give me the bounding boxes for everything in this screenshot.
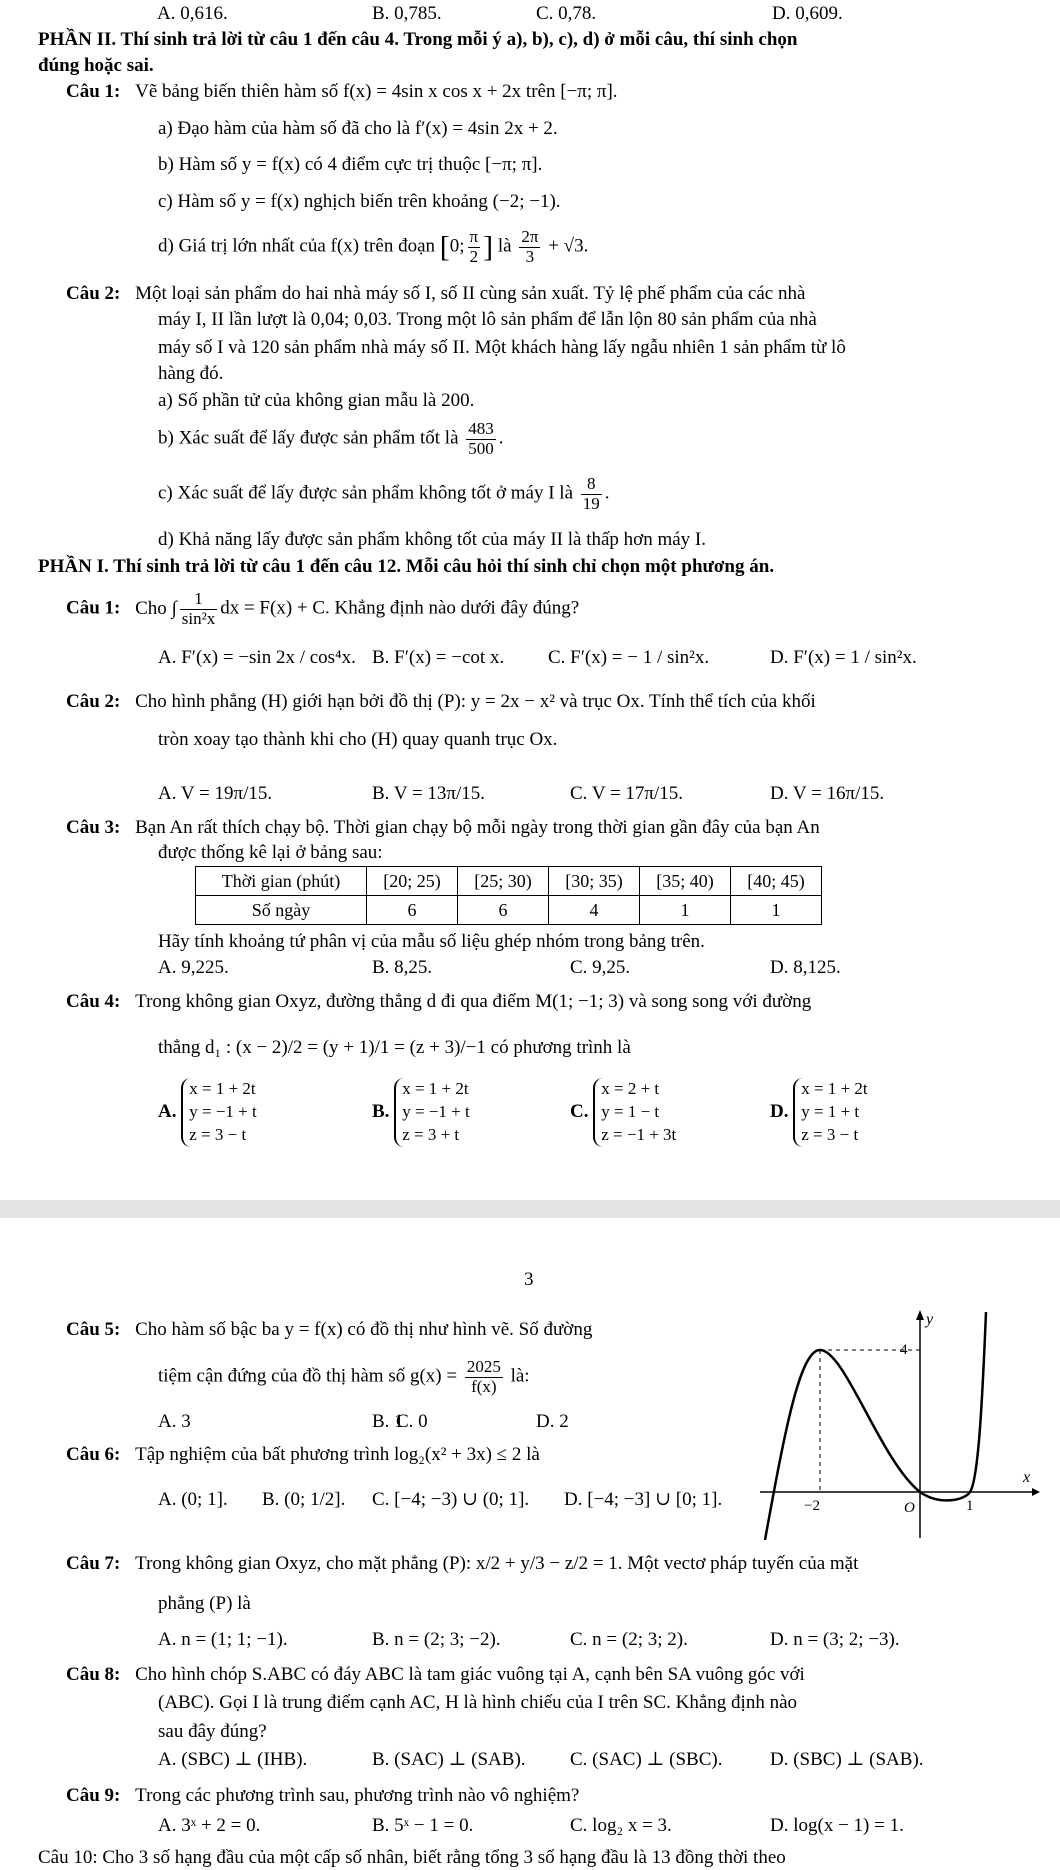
p1-q2-line2: tròn xoay tạo thành khi cho (H) quay quanh trục Ox. — [158, 729, 558, 750]
p1-q3-label: Câu 3: — [66, 817, 121, 838]
p1-q4-option-d: D. x = 1 + 2t y = 1 + t z = 3 − t — [770, 1078, 868, 1147]
p2-q1-d-mid: là — [497, 235, 512, 257]
p1-q3-line2: được thống kê lại ở bảng sau: — [158, 842, 383, 863]
p2-q2-line4: hàng đó. — [158, 363, 224, 384]
p2-q2-d: d) Khả năng lấy được sản phẩm không tốt của máy II là thấp hơn máy I. — [158, 529, 706, 550]
p2-q2-line2: máy I, II lần lượt là 0,04; 0,03. Trong một lô sản phẩm để lẫn lộn 80 sản phẩm của nhà — [158, 309, 817, 330]
part1-header: PHẦN I. Thí sinh trả lời từ câu 1 đến câu 12. Mỗi câu hỏi thí sinh chỉ chọn một phương án. — [38, 556, 775, 577]
p1-q6-option-a: A. (0; 1]. — [158, 1489, 228, 1510]
system-c: x = 2 + t y = 1 − t z = −1 + 3t — [593, 1078, 676, 1147]
p1-q3-row — [66, 816, 820, 840]
page-separator — [0, 1200, 1060, 1218]
tick-label-4: 4 — [900, 1342, 908, 1358]
x-axis-arrow — [1032, 1488, 1040, 1496]
frequency-table — [195, 866, 822, 925]
p1-q7-option-b: B. n = (2; 3; −2). — [372, 1629, 501, 1650]
fraction-483-500: $\frac{483}{500}$ — [468, 419, 494, 458]
p1-q4-row — [66, 990, 811, 1014]
y-axis-arrow — [916, 1310, 924, 1320]
p1-q1-option-a: A. F′(x) = −sin 2x / cos⁴x. — [158, 647, 356, 668]
p2-q2-line1: Một loại sản phẩm do hai nhà máy số I, số II cùng sản xuất. Tỷ lệ phế phẩm của các nhà — [135, 283, 806, 304]
table-cell: [25; 30) — [458, 867, 549, 896]
p1-q1-label: Câu 1: — [66, 597, 121, 619]
p1-q9-option-b: B. 5ˣ − 1 = 0. — [372, 1815, 474, 1836]
p1-q1-row — [66, 590, 579, 628]
table-cell: Số ngày — [196, 896, 367, 925]
p1-q8-option-d: D. (SBC) ⊥ (SAB). — [770, 1749, 924, 1770]
table-cell: [35; 40) — [640, 867, 731, 896]
cubic-graph — [760, 1310, 1040, 1540]
p1-q9-option-c: C. log₂ x = 3. — [570, 1815, 672, 1836]
p1-q8-line3: sau đây đúng? — [158, 1721, 267, 1742]
p1-q5-option-a: A. 3 — [158, 1411, 191, 1432]
fraction-1-sin2x: $\frac{1}{\text{sin²x}}$ — [181, 589, 216, 628]
table-cell: Thời gian (phút) — [196, 867, 367, 896]
p1-q8-label: Câu 8: — [66, 1664, 121, 1685]
origin-label: O — [904, 1500, 915, 1516]
p1-q9-label: Câu 9: — [66, 1785, 121, 1806]
p1-q9-option-d: D. log(x − 1) = 1. — [770, 1815, 904, 1836]
p1-q2-row — [66, 690, 816, 714]
table-cell: [30; 35) — [549, 867, 640, 896]
p1-q9-option-a: A. 3ˣ + 2 = 0. — [158, 1815, 261, 1836]
p2-q1-d-text: d) Giá trị lớn nhất của f(x) trên đoạn — [158, 235, 436, 257]
cubic-curve — [765, 1312, 986, 1540]
p1-q2-label: Câu 2: — [66, 691, 121, 712]
p1-q4-line2: thẳng d₁ : (x − 2)/2 = (y + 1)/1 = (z + 3)/−1 có phương trình là — [158, 1037, 631, 1058]
p1-q3-option-d: D. 8,125. — [770, 957, 841, 978]
p2-q2-c: c) Xác suất để lấy được sản phẩm không tốt ở máy I là $\frac{8}{19}$ . — [158, 474, 610, 513]
p1-q2-line1: Cho hình phẳng (H) giới hạn bởi đồ thị (P): y = 2x − x² và trục Ox. Tính thể tích của khối — [135, 691, 816, 712]
p1-q8-line2: (ABC). Gọi I là trung điểm cạnh AC, H là hình chiếu của I trên SC. Khẳng định nào — [158, 1692, 798, 1713]
p2-q2-line3: máy số I và 120 sản phẩm nhà máy số II. Một khách hàng lấy ngẫu nhiên 1 sản phẩm từ lô — [158, 337, 846, 358]
p1-q1-stem-post: dx = F(x) + C. Khẳng định nào dưới đây đúng? — [220, 597, 580, 619]
table-cell: [20; 25) — [367, 867, 458, 896]
p2-q1-d: d) Giá trị lớn nhất của f(x) trên đoạn [0; $\frac{\pi}{2}$ ] là $\frac{2\pi}{3}$ + √3. — [158, 227, 589, 266]
p2-q1-label: Câu 1: — [66, 81, 121, 102]
p1-q1-option-c: C. F′(x) = − 1 / sin²x. — [548, 647, 710, 668]
fraction-2pi-3: $\frac{2\pi}{3}$ — [521, 227, 539, 266]
p1-q5-row — [66, 1318, 592, 1342]
p1-q5-label: Câu 5: — [66, 1319, 121, 1340]
p1-q7-line1: Trong không gian Oxyz, cho mặt phẳng (P): x/2 + y/3 − z/2 = 1. Một vectơ pháp tuyến của mặt — [135, 1553, 859, 1574]
p2-q2-c-text: c) Xác suất để lấy được sản phẩm không tốt ở máy I là — [158, 482, 574, 504]
p1-q3-option-b: B. 8,25. — [372, 957, 433, 978]
system-d: x = 1 + 2t y = 1 + t z = 3 − t — [793, 1078, 867, 1147]
table-cell: 6 — [458, 896, 549, 925]
p1-q6-option-d: D. [−4; −3] ∪ [0; 1]. — [564, 1489, 723, 1510]
p1-q6-stem: Tập nghiệm của bất phương trình log₂(x² + 3x) ≤ 2 là — [135, 1444, 540, 1465]
table-cell: [40; 45) — [731, 867, 822, 896]
p1-q1-stem-pre: Cho ∫ — [135, 597, 177, 619]
part2-header-cont: đúng hoặc sai. — [38, 55, 154, 76]
p1-q8-option-c: C. (SAC) ⊥ (SBC). — [570, 1749, 723, 1770]
p1-q3-line1: Bạn An rất thích chạy bộ. Thời gian chạy bộ mỗi ngày trong thời gian gần đây của bạn An — [135, 817, 820, 838]
p1-q7-option-d: D. n = (3; 2; −3). — [770, 1629, 900, 1650]
p1-q6-row — [66, 1443, 540, 1467]
system-b: x = 1 + 2t y = −1 + t z = 3 + t — [394, 1078, 470, 1147]
p1-q7-option-c: C. n = (2; 3; 2). — [570, 1629, 688, 1650]
prev-option-d: D. 0,609. — [772, 3, 843, 24]
p1-q7-row — [66, 1552, 858, 1576]
page-number: 3 — [524, 1269, 534, 1290]
p1-q5-option-d: D. 2 — [536, 1411, 569, 1432]
p1-q6-option-b: B. (0; 1/2]. — [262, 1489, 346, 1510]
p2-q2-b-text: b) Xác suất để lấy được sản phẩm tốt là — [158, 427, 459, 449]
p1-q1-option-b: B. F′(x) = −cot x. — [372, 647, 505, 668]
p2-q2-row — [66, 282, 805, 306]
p1-q5-line1: Cho hàm số bậc ba y = f(x) có đồ thị như hình vẽ. Số đường — [135, 1319, 593, 1340]
page-bottom — [0, 1218, 1060, 1868]
p2-q1-d-post: + √3. — [548, 235, 589, 257]
table-cell: 6 — [367, 896, 458, 925]
p1-q5-option-b: B. 1 — [372, 1411, 404, 1432]
p1-q2-option-a: A. V = 19π/15. — [158, 783, 273, 804]
p1-q7-line2: phẳng (P) là — [158, 1593, 251, 1614]
p1-q9-stem: Trong các phương trình sau, phương trình nào vô nghiệm? — [135, 1785, 580, 1806]
tick-label-1: 1 — [966, 1498, 974, 1514]
tick-label-minus2: −2 — [804, 1498, 820, 1514]
p1-q5-line2 — [158, 1358, 530, 1396]
p2-q1-a: a) Đạo hàm của hàm số đã cho là f′(x) = 4sin 2x + 2. — [158, 118, 558, 139]
p1-q8-line1: Cho hình chóp S.ABC có đáy ABC là tam giác vuông tại A, cạnh bên SA vuông góc với — [135, 1664, 805, 1685]
p1-q3-ask: Hãy tính khoảng tứ phân vị của mẫu số liệu ghép nhóm trong bảng trên. — [158, 931, 705, 952]
system-a: x = 1 + 2t y = −1 + t z = 3 − t — [181, 1078, 257, 1147]
p1-q8-row — [66, 1663, 805, 1687]
table-cell: 1 — [640, 896, 731, 925]
p1-q1-option-d: D. F′(x) = 1 / sin²x. — [770, 647, 917, 668]
p1-q4-label: Câu 4: — [66, 991, 121, 1012]
table-row — [196, 896, 822, 925]
p1-q3-option-a: A. 9,225. — [158, 957, 229, 978]
prev-option-b: B. 0,785. — [372, 3, 442, 24]
p1-q7-label: Câu 7: — [66, 1553, 121, 1574]
table-header-row — [196, 867, 822, 896]
x-label: x — [1023, 1469, 1031, 1486]
fraction-8-19: $\frac{8}{19}$ — [582, 474, 600, 513]
p1-q2-option-d: D. V = 16π/15. — [770, 783, 885, 804]
table-cell: 4 — [549, 896, 640, 925]
p2-q1-row — [66, 80, 618, 104]
p2-q2-b: b) Xác suất để lấy được sản phẩm tốt là $\frac{483}{500}$ . — [158, 419, 504, 458]
p2-q1-c: c) Hàm số y = f(x) nghịch biến trên khoảng (−2; −1). — [158, 191, 561, 212]
p1-q5-line2-text: tiệm cận đứng của đồ thị hàm số g(x) = — [158, 1365, 458, 1387]
p1-q8-option-a: A. (SBC) ⊥ (IHB). — [158, 1749, 308, 1770]
p1-q4-option-a: A. x = 1 + 2t y = −1 + t z = 3 − t — [158, 1078, 257, 1147]
p1-q9-row — [66, 1784, 579, 1808]
table-cell: 1 — [731, 896, 822, 925]
p1-q4-line1: Trong không gian Oxyz, đường thẳng d đi qua điểm M(1; −1; 3) và song song với đường — [135, 991, 812, 1012]
p1-q2-option-c: C. V = 17π/15. — [570, 783, 684, 804]
p1-q10-partial: Câu 10: Cho 3 số hạng đầu của một cấp số nhân, biết rằng tổng 3 số hạng đầu là 13 đồng thời theo — [38, 1847, 786, 1868]
prev-option-c: C. 0,78. — [536, 3, 597, 24]
p2-q2-label: Câu 2: — [66, 283, 121, 304]
fraction-2025-fx: $\frac{2025}{f(x)}$ — [466, 1357, 501, 1396]
p1-q5-line2-end: là: — [510, 1365, 530, 1387]
p2-q1-stem: Vẽ bảng biến thiên hàm số f(x) = 4sin x cos x + 2x trên [−π; π]. — [135, 81, 618, 102]
p1-q8-option-b: B. (SAC) ⊥ (SAB). — [372, 1749, 526, 1770]
part2-header: PHẦN II. Thí sinh trả lời từ câu 1 đến câu 4. Trong mỗi ý a), b), c), d) ở mỗi câu, thí sinh chọn — [38, 29, 798, 50]
p1-q6-option-c: C. [−4; −3) ∪ (0; 1]. — [372, 1489, 530, 1510]
p1-q5-option-c: C. 0 — [396, 1411, 428, 1432]
p1-q3-option-c: C. 9,25. — [570, 957, 631, 978]
p1-q6-label: Câu 6: — [66, 1444, 121, 1465]
p2-q1-b: b) Hàm số y = f(x) có 4 điểm cực trị thuộc [−π; π]. — [158, 154, 543, 175]
p1-q7-option-a: A. n = (1; 1; −1). — [158, 1629, 288, 1650]
prev-option-a: A. 0,616. — [157, 3, 228, 24]
p1-q4-option-c: C. x = 2 + t y = 1 − t z = −1 + 3t — [570, 1078, 676, 1147]
p2-q2-a: a) Số phần tử của không gian mẫu là 200. — [158, 390, 475, 411]
p1-q2-option-b: B. V = 13π/15. — [372, 783, 486, 804]
y-label: y — [926, 1311, 934, 1328]
p1-q4-option-b: B. x = 1 + 2t y = −1 + t z = 3 + t — [372, 1078, 470, 1147]
fraction-pi-2: $\frac{\pi}{2}$ — [469, 227, 479, 266]
